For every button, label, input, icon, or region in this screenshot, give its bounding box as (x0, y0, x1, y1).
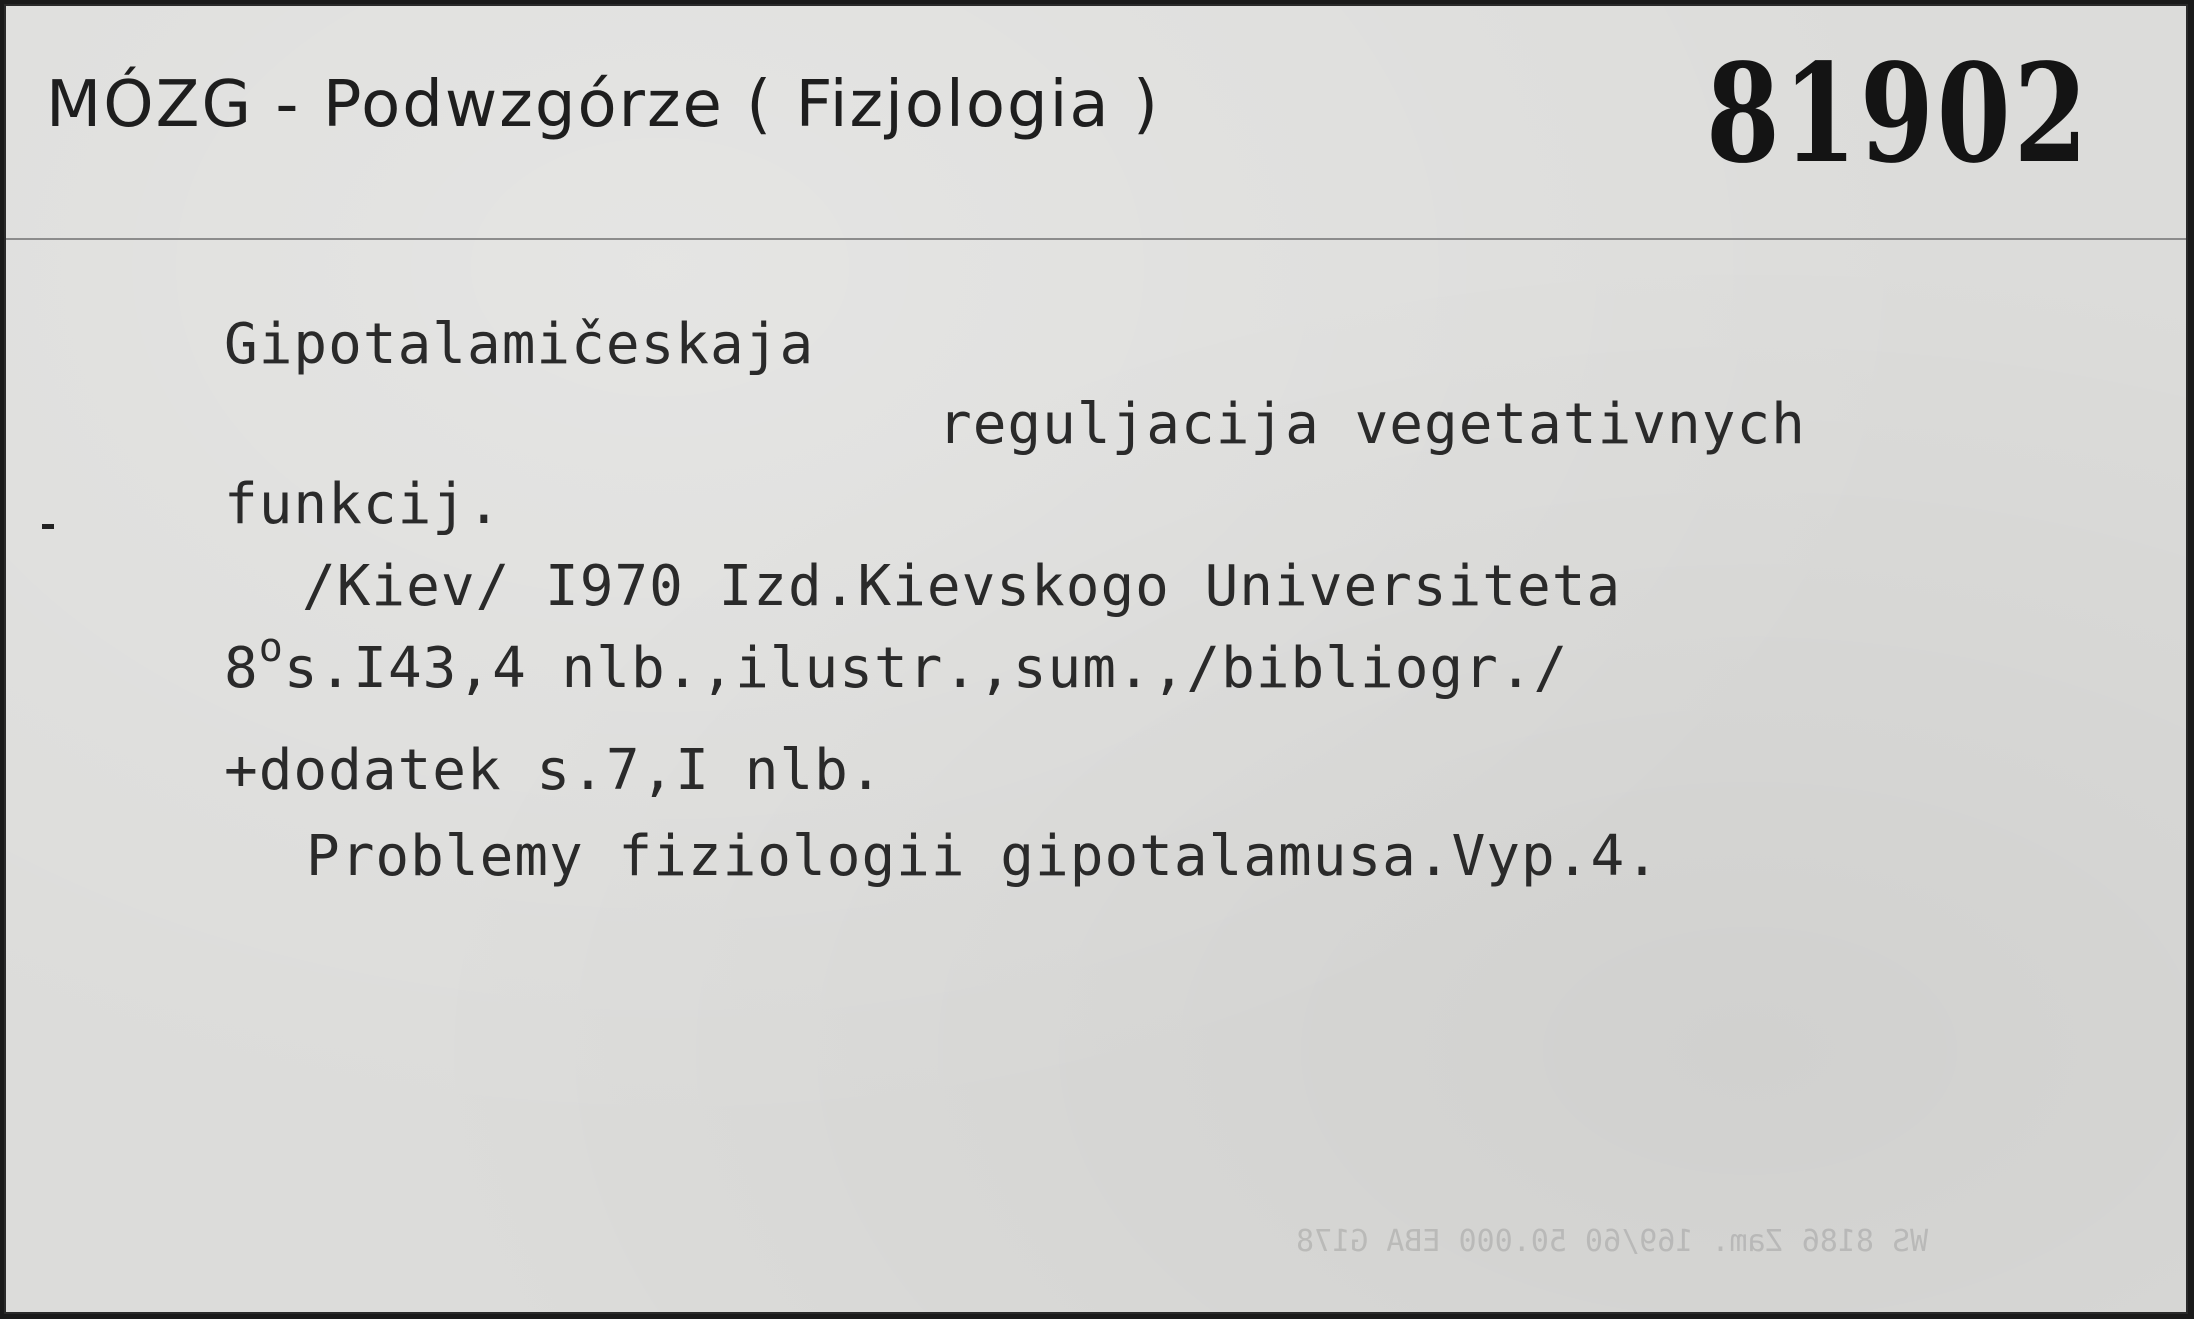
collation-text: s.I43,4 nlb.,ilustr.,sum.,/bibliogr./ (283, 636, 1569, 701)
accession-number: 81902 (1706, 34, 2091, 194)
collation-line (224, 625, 1569, 701)
title-line-3: funkcij. (224, 472, 502, 537)
imprint-line: /Kiev/ I970 Izd.Kievskogo Universiteta (302, 554, 1622, 619)
series-line: Problemy fiziologii gipotalamusa.Vyp.4. (306, 824, 1660, 889)
heading-divider (6, 238, 2188, 240)
format-degree: o (258, 625, 284, 671)
subject-heading: MÓZG - Podwzgórze ( Fizjologia ) (46, 68, 1160, 142)
catalog-card (4, 4, 2188, 1314)
margin-mark (42, 524, 54, 529)
title-line-2: reguljacija vegetativnych (938, 392, 1806, 457)
supplement-line: +dodatek s.7,I nlb. (224, 738, 884, 803)
title-line-1: Gipotalamičeskaja (224, 312, 815, 377)
printer-imprint: WS 8186 Zam. 169/60 50.000 EBA G178 (1296, 1224, 1929, 1259)
format-number: 8 (224, 636, 259, 701)
